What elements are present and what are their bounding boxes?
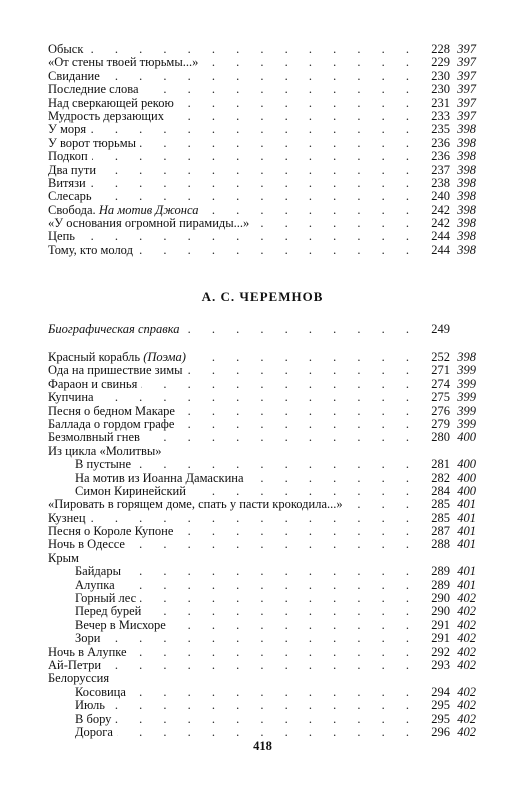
entry-note-page: 402 bbox=[457, 604, 476, 619]
toc-entry bbox=[48, 230, 476, 243]
leader-dots bbox=[75, 632, 418, 645]
entry-note-page: 398 bbox=[457, 162, 476, 177]
toc-entry bbox=[48, 364, 476, 377]
entry-page: 236 bbox=[431, 149, 450, 164]
toc-block-1 bbox=[48, 43, 476, 257]
entry-title bbox=[48, 217, 253, 230]
entry-title-text: Витязи bbox=[48, 176, 86, 190]
toc-entry bbox=[48, 472, 476, 485]
entry-title-italic: (Поэма) bbox=[143, 351, 186, 364]
toc-entry bbox=[48, 164, 476, 177]
entry-note-page: 397 bbox=[457, 42, 476, 56]
entry-title-text: Тому, кто молод bbox=[48, 243, 133, 257]
toc-entry bbox=[48, 632, 476, 645]
entry-title-text: Июль bbox=[75, 699, 105, 713]
entry-title-text: В бору bbox=[75, 712, 112, 726]
leader-dots bbox=[75, 565, 418, 578]
entry-page: 233 bbox=[431, 108, 450, 123]
entry-title-text: У моря bbox=[48, 123, 87, 137]
toc-entry bbox=[48, 110, 476, 123]
entry-title bbox=[75, 485, 190, 498]
entry-title-text: Из цикла «Молитвы» bbox=[48, 444, 162, 458]
entry-note-page: 397 bbox=[457, 108, 476, 123]
entry-title bbox=[48, 56, 202, 69]
entry-title-text: «От стены твоей тюрьмы...» bbox=[48, 56, 199, 70]
toc-entry bbox=[48, 244, 476, 257]
entry-title bbox=[48, 431, 144, 444]
entry-title-text: Фараон и свинья bbox=[48, 377, 138, 391]
toc-entry bbox=[48, 177, 476, 190]
toc-entry bbox=[48, 498, 476, 511]
entry-page: 274 bbox=[431, 376, 450, 391]
entry-page: 289 bbox=[431, 564, 450, 579]
entry-note-page: 398 bbox=[457, 135, 476, 150]
entry-note-page: 398 bbox=[457, 175, 476, 190]
entry-title bbox=[48, 70, 104, 83]
entry-title-text: Обыск bbox=[48, 43, 84, 56]
entry-title-italic: На мотив Джонса bbox=[98, 203, 199, 217]
entry-title-text: Баллада о гордом графе bbox=[48, 417, 175, 431]
entry-title bbox=[48, 164, 100, 177]
entry-title-text: Подкоп bbox=[48, 150, 88, 164]
entry-title-text: Свидание bbox=[48, 69, 100, 83]
entry-title bbox=[48, 364, 187, 377]
entry-note-page: 402 bbox=[457, 698, 476, 713]
toc-entry bbox=[48, 323, 476, 336]
toc-entry bbox=[48, 56, 476, 69]
entry-page: 242 bbox=[431, 216, 450, 231]
entry-note-page: 401 bbox=[457, 524, 476, 539]
entry-page: 229 bbox=[431, 55, 450, 70]
entry-page: 288 bbox=[431, 537, 450, 552]
entry-note-page: 399 bbox=[457, 390, 476, 405]
leader-dots bbox=[48, 230, 418, 243]
leader-dots bbox=[48, 391, 418, 404]
entry-note-page: 399 bbox=[457, 376, 476, 391]
entry-title bbox=[48, 391, 98, 404]
entry-title bbox=[48, 378, 141, 391]
entry-title bbox=[48, 351, 190, 364]
entry-page: 276 bbox=[431, 403, 450, 418]
entry-title bbox=[48, 672, 113, 685]
entry-title bbox=[48, 110, 168, 123]
entry-title-text: Песня о бедном Макаре bbox=[48, 404, 175, 418]
entry-note-page: 399 bbox=[457, 403, 476, 418]
entry-title-text: Дорога bbox=[75, 725, 113, 739]
entry-note-page: 397 bbox=[457, 55, 476, 70]
entry-title-text: Кузнец bbox=[48, 511, 86, 525]
leader-dots bbox=[48, 43, 418, 56]
entry-title bbox=[48, 83, 143, 96]
entry-title bbox=[48, 43, 87, 56]
toc-entry bbox=[48, 565, 476, 578]
entry-note-page: 400 bbox=[457, 430, 476, 445]
entry-title-text: Безмолвный гнев bbox=[48, 431, 140, 445]
entry-page: 285 bbox=[431, 510, 450, 525]
entry-title-text: Биографическая справка bbox=[48, 323, 180, 336]
toc-entry bbox=[48, 512, 476, 525]
entry-title-text: Над сверкающей рекою bbox=[48, 96, 174, 110]
entry-page: 281 bbox=[431, 457, 450, 472]
entry-title bbox=[48, 445, 166, 458]
toc-entry bbox=[48, 672, 476, 685]
entry-note-page: 402 bbox=[457, 711, 476, 726]
entry-page: 291 bbox=[431, 617, 450, 632]
entry-page: 238 bbox=[431, 175, 450, 190]
entry-page: 244 bbox=[431, 242, 450, 257]
entry-title bbox=[75, 619, 170, 632]
entry-page: 295 bbox=[431, 711, 450, 726]
entry-page: 291 bbox=[431, 631, 450, 646]
leader-dots bbox=[48, 150, 418, 163]
entry-title bbox=[48, 137, 140, 150]
entry-title-text: Красный корабль bbox=[48, 351, 141, 364]
entry-note-page: 401 bbox=[457, 577, 476, 592]
entry-page: 244 bbox=[431, 229, 450, 244]
entry-page: 284 bbox=[431, 483, 450, 498]
entry-title bbox=[48, 177, 90, 190]
entry-title-text: На мотив из Иоанна Дамаскина bbox=[75, 471, 244, 485]
toc-entry bbox=[48, 605, 476, 618]
entry-title-text: Купчина bbox=[48, 391, 94, 405]
leader-dots bbox=[75, 699, 418, 712]
entry-note-page: 401 bbox=[457, 497, 476, 512]
entry-title bbox=[48, 190, 96, 203]
entry-page: 295 bbox=[431, 698, 450, 713]
entry-page: 249 bbox=[431, 322, 450, 336]
entry-title-text: «У основания огромной пирамиды...» bbox=[48, 217, 250, 231]
entry-title-text: Ай-Петри bbox=[48, 658, 102, 672]
entry-title bbox=[75, 458, 135, 471]
entry-note-page: 397 bbox=[457, 95, 476, 110]
entry-title bbox=[48, 97, 178, 110]
entry-note-page: 402 bbox=[457, 591, 476, 606]
entry-note-page: 400 bbox=[457, 470, 476, 485]
toc-entry bbox=[48, 391, 476, 404]
entry-note-page: 398 bbox=[457, 202, 476, 217]
entry-page: 292 bbox=[431, 644, 450, 659]
toc-entry bbox=[48, 686, 476, 699]
entry-note-page: 398 bbox=[457, 242, 476, 257]
entry-page: 242 bbox=[431, 202, 450, 217]
entry-note-page: 402 bbox=[457, 631, 476, 646]
toc-entry bbox=[48, 70, 476, 83]
entry-note-page: 401 bbox=[457, 537, 476, 552]
entry-title bbox=[48, 150, 92, 163]
entry-note-page: 402 bbox=[457, 684, 476, 699]
entry-page: 290 bbox=[431, 604, 450, 619]
entry-page: 285 bbox=[431, 497, 450, 512]
entry-note-page: 398 bbox=[457, 229, 476, 244]
entry-note-page: 402 bbox=[457, 617, 476, 632]
toc-entry bbox=[48, 351, 476, 364]
entry-note-page: 402 bbox=[457, 657, 476, 672]
leader-dots bbox=[48, 177, 418, 190]
entry-note-page: 401 bbox=[457, 510, 476, 525]
toc-entry bbox=[48, 525, 476, 538]
toc-entry bbox=[48, 204, 476, 217]
entry-title bbox=[75, 686, 130, 699]
toc-entry bbox=[48, 43, 476, 56]
entry-title-text: Белоруссия bbox=[48, 672, 110, 686]
entry-page: 294 bbox=[431, 684, 450, 699]
entry-note-page: 401 bbox=[457, 564, 476, 579]
toc-entry bbox=[48, 726, 476, 739]
toc-entry bbox=[48, 418, 476, 431]
entry-page: 280 bbox=[431, 430, 450, 445]
entry-title bbox=[75, 605, 145, 618]
toc-entry bbox=[48, 190, 476, 203]
entry-note-page: 400 bbox=[457, 457, 476, 472]
toc-entry bbox=[48, 137, 476, 150]
entry-title bbox=[48, 204, 202, 217]
entry-title-text: Свобода. bbox=[48, 203, 96, 217]
entry-title-text: Байдары bbox=[75, 565, 121, 579]
entry-title bbox=[48, 538, 129, 551]
entry-page: 230 bbox=[431, 82, 450, 97]
entry-note-page: 398 bbox=[457, 122, 476, 137]
entry-title bbox=[48, 552, 83, 565]
entry-page: 236 bbox=[431, 135, 450, 150]
entry-note-page: 398 bbox=[457, 189, 476, 204]
leader-dots bbox=[75, 726, 418, 739]
section-heading: А. С. ЧЕРЕМНОВ bbox=[201, 289, 324, 304]
entry-title-text: Симон Киринейский bbox=[75, 484, 186, 498]
toc-entry bbox=[48, 83, 476, 96]
entry-page: 252 bbox=[431, 350, 450, 364]
entry-page: 296 bbox=[431, 724, 450, 739]
entry-title-text: «Пировать в горящем доме, спать у пасти крокодила...» bbox=[48, 498, 343, 512]
toc-entry bbox=[48, 579, 476, 592]
toc-entry bbox=[48, 659, 476, 672]
toc-entry bbox=[48, 646, 476, 659]
entry-title bbox=[48, 512, 90, 525]
toc-entry bbox=[48, 378, 476, 391]
entry-note-page: 398 bbox=[457, 216, 476, 231]
toc-block-2 bbox=[48, 351, 476, 739]
entry-page: 275 bbox=[431, 390, 450, 405]
entry-title bbox=[48, 323, 184, 336]
entry-title bbox=[75, 579, 119, 592]
entry-page: 290 bbox=[431, 591, 450, 606]
toc-entry bbox=[48, 485, 476, 498]
entry-title-text: Алупка bbox=[75, 578, 115, 592]
entry-page: 271 bbox=[431, 363, 450, 378]
entry-title-text: Ночь в Алупке bbox=[48, 645, 127, 659]
page-number: 418 bbox=[253, 739, 272, 753]
entry-title-text: Ода на пришествие зимы bbox=[48, 364, 183, 378]
toc-entry bbox=[48, 538, 476, 551]
entry-page: 289 bbox=[431, 577, 450, 592]
entry-title bbox=[75, 592, 140, 605]
entry-title bbox=[48, 525, 177, 538]
entry-title-text: Песня о Короле Купоне bbox=[48, 525, 174, 539]
toc-entry bbox=[48, 713, 476, 726]
entry-title-text: Вечер в Мисхоре bbox=[75, 618, 166, 632]
entry-title bbox=[48, 498, 347, 511]
entry-title-text: Зори bbox=[75, 632, 101, 646]
entry-note-page: 397 bbox=[457, 82, 476, 97]
entry-title bbox=[75, 472, 248, 485]
entry-title bbox=[48, 405, 179, 418]
entry-page: 287 bbox=[431, 524, 450, 539]
entry-title bbox=[75, 565, 125, 578]
entry-page: 235 bbox=[431, 122, 450, 137]
toc-entry bbox=[48, 217, 476, 230]
entry-title bbox=[48, 244, 137, 257]
entry-title-text: Цепь bbox=[48, 230, 75, 244]
entry-title-text: В пустыне bbox=[75, 458, 132, 472]
entry-note-page: 397 bbox=[457, 68, 476, 83]
toc-entry bbox=[48, 699, 476, 712]
toc-entry bbox=[48, 552, 476, 565]
entry-note-page: 398 bbox=[457, 350, 476, 364]
entry-title-text: Два пути bbox=[48, 163, 97, 177]
entry-title bbox=[75, 632, 104, 645]
toc-entry bbox=[48, 619, 476, 632]
entry-page: 279 bbox=[431, 416, 450, 431]
leader-dots bbox=[48, 123, 418, 136]
entry-title bbox=[75, 713, 115, 726]
entry-title-text: Горный лес bbox=[75, 592, 137, 606]
toc-entry bbox=[48, 123, 476, 136]
toc-entry bbox=[48, 405, 476, 418]
entry-page: 228 bbox=[431, 42, 450, 56]
leader-dots bbox=[48, 190, 418, 203]
entry-note-page: 398 bbox=[457, 149, 476, 164]
toc-entry bbox=[48, 150, 476, 163]
entry-title bbox=[48, 646, 131, 659]
leader-dots bbox=[48, 164, 418, 177]
entry-title-text: Последние слова bbox=[48, 83, 139, 97]
entry-title bbox=[48, 659, 105, 672]
entry-page: 230 bbox=[431, 68, 450, 83]
entry-title bbox=[75, 726, 117, 739]
entry-title-text: Косовица bbox=[75, 685, 126, 699]
entry-note-page: 402 bbox=[457, 724, 476, 739]
entry-title bbox=[48, 123, 90, 136]
entry-page: 240 bbox=[431, 189, 450, 204]
entry-page: 293 bbox=[431, 657, 450, 672]
entry-title-text: Крым bbox=[48, 551, 79, 565]
entry-title-text: Слесарь bbox=[48, 190, 92, 204]
entry-page: 237 bbox=[431, 162, 450, 177]
entry-title-text: Мудрость дерзающих bbox=[48, 109, 164, 123]
toc-entry bbox=[48, 431, 476, 444]
entry-title bbox=[75, 699, 109, 712]
toc-entry bbox=[48, 458, 476, 471]
leader-dots bbox=[48, 512, 418, 525]
entry-title-text: Ночь в Одессе bbox=[48, 538, 125, 552]
toc-entry bbox=[48, 592, 476, 605]
toc-entry bbox=[48, 97, 476, 110]
entry-title-text: У ворот тюрьмы bbox=[48, 136, 137, 150]
leader-dots bbox=[75, 713, 418, 726]
entry-title-text: Перед бурей bbox=[75, 605, 142, 619]
leader-dots bbox=[75, 579, 418, 592]
entry-note-page: 399 bbox=[457, 416, 476, 431]
entry-title bbox=[48, 230, 79, 243]
entry-note-page: 400 bbox=[457, 483, 476, 498]
bio-entry bbox=[48, 323, 476, 336]
entry-page: 282 bbox=[431, 470, 450, 485]
entry-note-page: 399 bbox=[457, 363, 476, 378]
entry-page: 231 bbox=[431, 95, 450, 110]
toc-entry bbox=[48, 445, 476, 458]
entry-title bbox=[48, 418, 178, 431]
entry-note-page: 402 bbox=[457, 644, 476, 659]
